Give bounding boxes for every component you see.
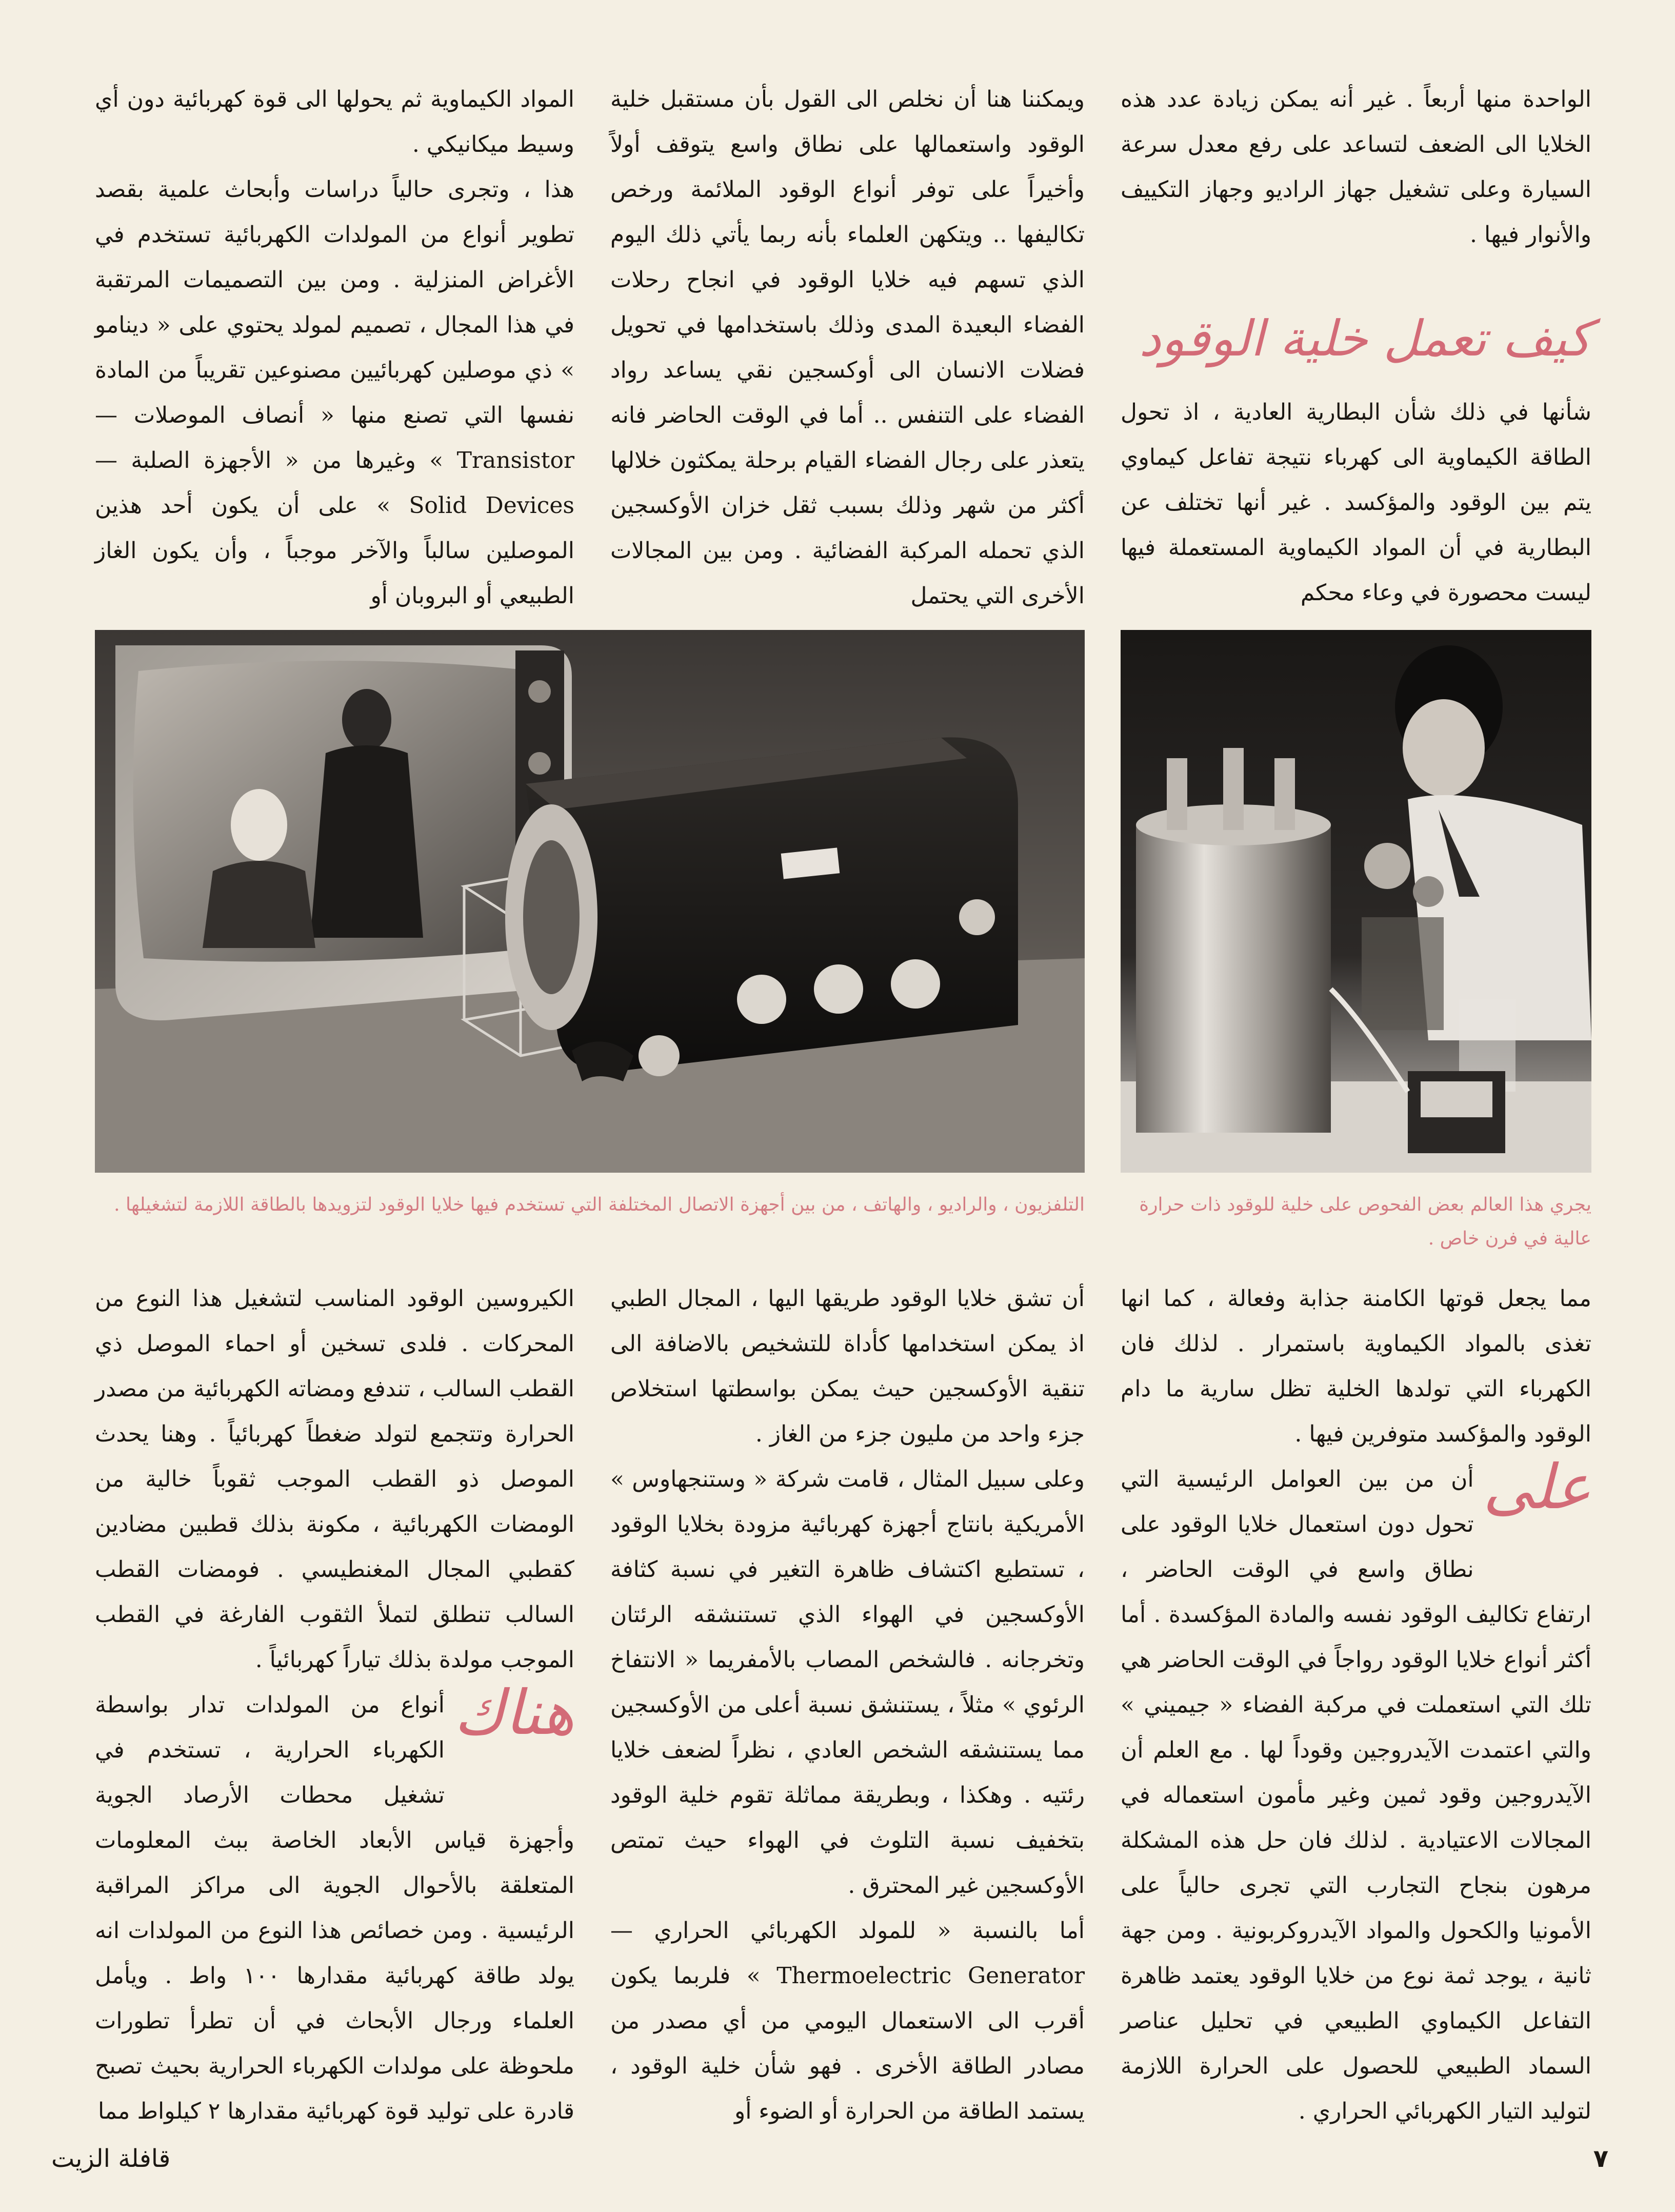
paragraph: أما بالنسبة « للمولد الكهربائي الحراري — Thermoelectric Generator » فلربما يكون أقرب الى الاستعمال اليومي من أي مصدر من مصادر الطاقة الأخرى . فهو شأن خلية الوقود ، يستمد الطاقة من الحرارة أو الضوء أو [610, 1918, 1085, 2124]
caption-tv-photo: التلفزيون ، والراديو ، والهاتف ، من بين أجهزة الاتصال المختلفة التي تستخدم فيها خلايا الوقود لتزويدها بالطاقة اللازمة لتشغيلها . [114, 1194, 1085, 1215]
photo-tv-illustration [95, 630, 1085, 1173]
paragraph [95, 1677, 575, 2134]
paragraph: ويمكننا هنا أن نخلص الى القول بأن مستقبل خلية الوقود واستعمالها على نطاق واسع يتوقف أولاً وأخيراً على توفر أنواع الوقود الملائمة ورخص تكاليفها .. ويتكهن العلماء بأنه ربما يأتي ذلك اليوم الذي تسهم فيه خلايا الوقود في انجاح رحلات الفضاء البعيدة المدى وذلك باستخدامها في تحويل فضلات الانسان الى أوكسجين نقي يساعد رواد الفضاء على التنفس .. أما في الوقت الحاضر فانه يتعذر على رجال الفضاء القيام برحلة يمكثون خلالها أكثر من شهر وذلك بسبب ثقل خزان الأوكسجين الذي تحمله المركبة الفضائية . ومن بين المجالات الأخرى التي يحتمل [610, 86, 1085, 609]
left-column-bottom [95, 1276, 574, 2134]
middle-column-bottom [610, 1276, 1085, 2134]
paragraph: مما يجعل قوتها الكامنة جذابة وفعالة ، كما انها تغذى بالمواد الكيماوية باستمرار . لذلك فان الكهرباء التي تولدها الخلية تظل سارية ما دام الوقود والمؤكسد متوفرين فيها . [1121, 1286, 1591, 1447]
paragraph: هذا ، وتجرى حالياً دراسات وأبحاث علمية بقصد تطوير أنواع من المولدات الكهربائية تستخدم في الأغراض المنزلية . ومن بين التصميمات المرتقبة في هذا المجال ، تصميم لمولد يحتوي على « دينامو » ذي موصلين كهربائيين مصنوعين تقريباً من المادة نفسها التي تصنع منها « أنصاف الموصلات — Transistor » وغيرها من « الأجهزة الصلبة — Solid Devices » على أن يكون أحد هذين الموصلين سالباً والآخر موجباً ، وأن يكون الغاز الطبيعي أو البروبان أو [95, 176, 575, 609]
page-footer [0, 2144, 1675, 2196]
section-heading: كيف تعمل خلية الوقود [1139, 310, 1591, 367]
paragraph: المواد الكيماوية ثم يحولها الى قوة كهربائية دون أي وسيط ميكانيكي . [95, 86, 574, 157]
right-column-bottom [1121, 1276, 1591, 2134]
photo-tv-fuel-cell [95, 630, 1085, 1173]
paragraph-text: أن من بين العوامل الرئيسية التي تحول دون استعمال خلايا الوقود على نطاق واسع في الوقت الحاضر ، ارتفاع تكاليف الوقود نفسه والمادة المؤكسدة . أما أكثر أنواع خلايا الوقود رواجاً في الوقت الحاضر هي تلك التي استعملت في مركبة الفضاء « جيميني » والتي اعتمدت الآيدروجين وقوداً لها . مع العلم أن الآيدروجين وقود ثمين وغير مأمون استعماله في المجالات الاعتيادية . لذلك فان حل هذه المشكلة مرهون بنجاح التجارب التي تجرى حالياً على الأمونيا والكحول والمواد الآيدروكربونية . ومن جهة ثانية ، يوجد ثمة نوع من خلايا الوقود يعتمد ظاهرة التفاعل الكيماوي الطبيعي في تحليل عناصر السماد الطبيعي للحصول على الحرارة اللازمة لتوليد التيار الكهربائي الحراري . [1121, 1466, 1591, 2124]
paragraph: شأنها في ذلك شأن البطارية العادية ، اذ تحول الطاقة الكيماوية الى كهرباء نتيجة تفاعل كيماوي يتم بين الوقود والمؤكسد . غير أنها تختلف عن البطارية في أن المواد الكيماوية المستعملة فيها ليست محصورة في وعاء محكم [1121, 399, 1591, 606]
dropcap: على [1483, 1452, 1591, 1523]
caption-lab-photo: يجري هذا العالم بعض الفحوص على خلية للوقود ذات حرارة عالية في فرن خاص . [1139, 1194, 1591, 1249]
left-column-top [95, 77, 574, 610]
photo-scientist-lab [1121, 630, 1591, 1173]
magazine-name: قافلة الزيت [51, 2144, 171, 2173]
paragraph: الكيروسين الوقود المناسب لتشغيل هذا النوع من المحركات . فلدى تسخين أو احماء الموصل ذي القطب السالب ، تندفع ومضاته الكهربائية من مصدر الحرارة وتتجمع لتولد ضغطاً كهربائياً . وهنا يحدث الموصل ذو القطب الموجب ثقوباً خالية من الومضات الكهربائية ، مكونة بذلك قطبين مضادين كقطبي المجال المغنطيسي . فومضات القطب السالب تنطلق لتملأ الثقوب الفارغة في القطب الموجب مولدة بذلك تياراً كهربائياً . [95, 1286, 574, 1673]
dropcap: هناك [454, 1677, 574, 1749]
section-heading-wrap [1121, 308, 1591, 369]
right-column-top [1121, 77, 1591, 258]
right-column-after-heading [1121, 390, 1591, 616]
paragraph-text: أنواع من المولدات تدار بواسطة الكهرباء الحرارية ، تستخدم في تشغيل محطات الأرصاد الجوية وأجهزة قياس الأبعاد الخاصة ببث المعلومات المتعلقة بالأحوال الجوية الى مراكز المراقبة الرئيسية . ومن خصائص هذا النوع من المولدات انه يولد طاقة كهربائية مقدارها ١٠٠ واط . ويأمل العلماء ورجال الأبحاث في أن تطرأ تطورات ملحوظة على مولدات الكهرباء الحرارية بحيث تصبح قادرة على توليد قوة كهربائية مقدارها ٢ كيلواط مما [95, 1692, 575, 2124]
paragraph: أن تشق خلايا الوقود طريقها اليها ، المجال الطبي اذ يمكن استخدامها كأداة للتشخيص بالاضافة الى تنقية الأوكسجين حيث يمكن بواسطتها استخلاص جزء واحد من مليون جزء من الغاز . [610, 1286, 1085, 1447]
paragraph: الواحدة منها أربعاً . غير أنه يمكن زيادة عدد هذه الخلايا الى الضعف لتساعد على رفع معدل سرعة السيارة وعلى تشغيل جهاز الراديو وجهاز التكييف والأنوار فيها . [1121, 86, 1591, 248]
middle-column-top [610, 77, 1085, 619]
paragraph [1121, 1452, 1591, 2134]
paragraph: وعلى سبيل المثال ، قامت شركة « وستنجهاوس » الأمريكية بانتاج أجهزة كهربائية مزودة بخلايا الوقود ، تستطيع اكتشاف ظاهرة التغير في نسبة كثافة الأوكسجين في الهواء الذي تستنشقه الرئتان وتخرجانه . فالشخص المصاب بالأمفريما « الانتفاخ الرئوي » مثلاً ، يستنشق نسبة أعلى من الأوكسجين مما يستنشقه الشخص العادي ، نظراً لضعف خلايا رئتيه . وهكذا ، وبطريقة مماثلة تقوم خلية الوقود بتخفيف نسبة التلوث في الهواء حيث تمتص الأوكسجين غير المحترق . [610, 1466, 1085, 1899]
page-number: ٧ [1593, 2144, 1608, 2173]
photo-lab-illustration [1121, 630, 1591, 1173]
